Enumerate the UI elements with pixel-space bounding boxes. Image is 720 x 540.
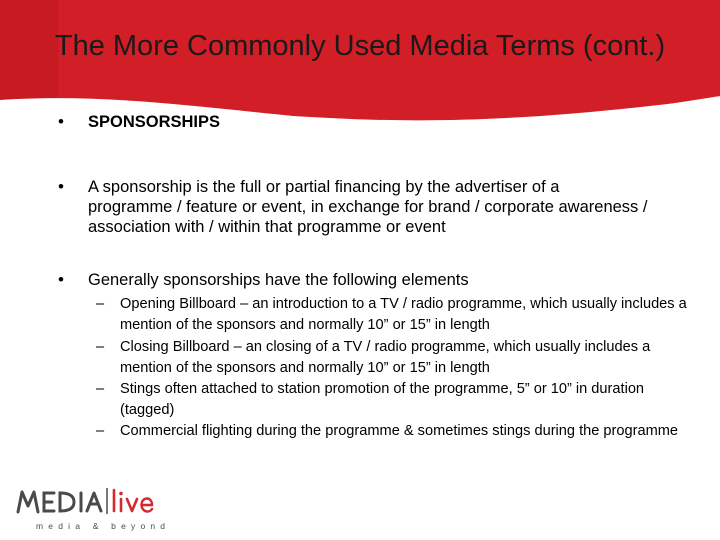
sub-bullet-text: Closing Billboard – an closing of a TV / radio programme, which usually includes a mention of the sponsors and normally 10” or 15” in length [120, 339, 651, 376]
bullet-text: Generally sponsorships have the following elements [88, 271, 469, 289]
sub-bullet-text: Stings often attached to station promotion of the programme, 5” or 10” in duration (tagged) [120, 381, 645, 418]
slide-title: The More Commonly Used Media Terms (cont.) [54, 30, 666, 62]
sub-bullet-text: Commercial flighting during the programme & sometimes stings during the programme [120, 423, 679, 439]
medialive-logo [14, 482, 174, 534]
logo-tagline: media & beyond [36, 521, 171, 531]
sub-bullet-marker: – [96, 296, 105, 312]
bullet-marker: • [58, 270, 64, 289]
sub-bullet-marker: – [96, 381, 105, 397]
bullet-marker: • [58, 112, 64, 131]
sub-bullet-marker: – [96, 423, 105, 439]
bullet-text: A sponsorship is the full or partial financing by the advertiser of a programme / feature or event, in exchange for brand / corporate awareness / association with / within that programme or event [88, 178, 648, 236]
bullet-marker: • [58, 177, 64, 196]
sub-bullet-text: Opening Billboard – an introduction to a TV / radio programme, which usually includes a mention of the sponsors and normally 10” or 15” in length [120, 296, 687, 333]
sub-bullet-marker: – [96, 339, 105, 355]
section-heading: SPONSORSHIPS [88, 113, 221, 131]
